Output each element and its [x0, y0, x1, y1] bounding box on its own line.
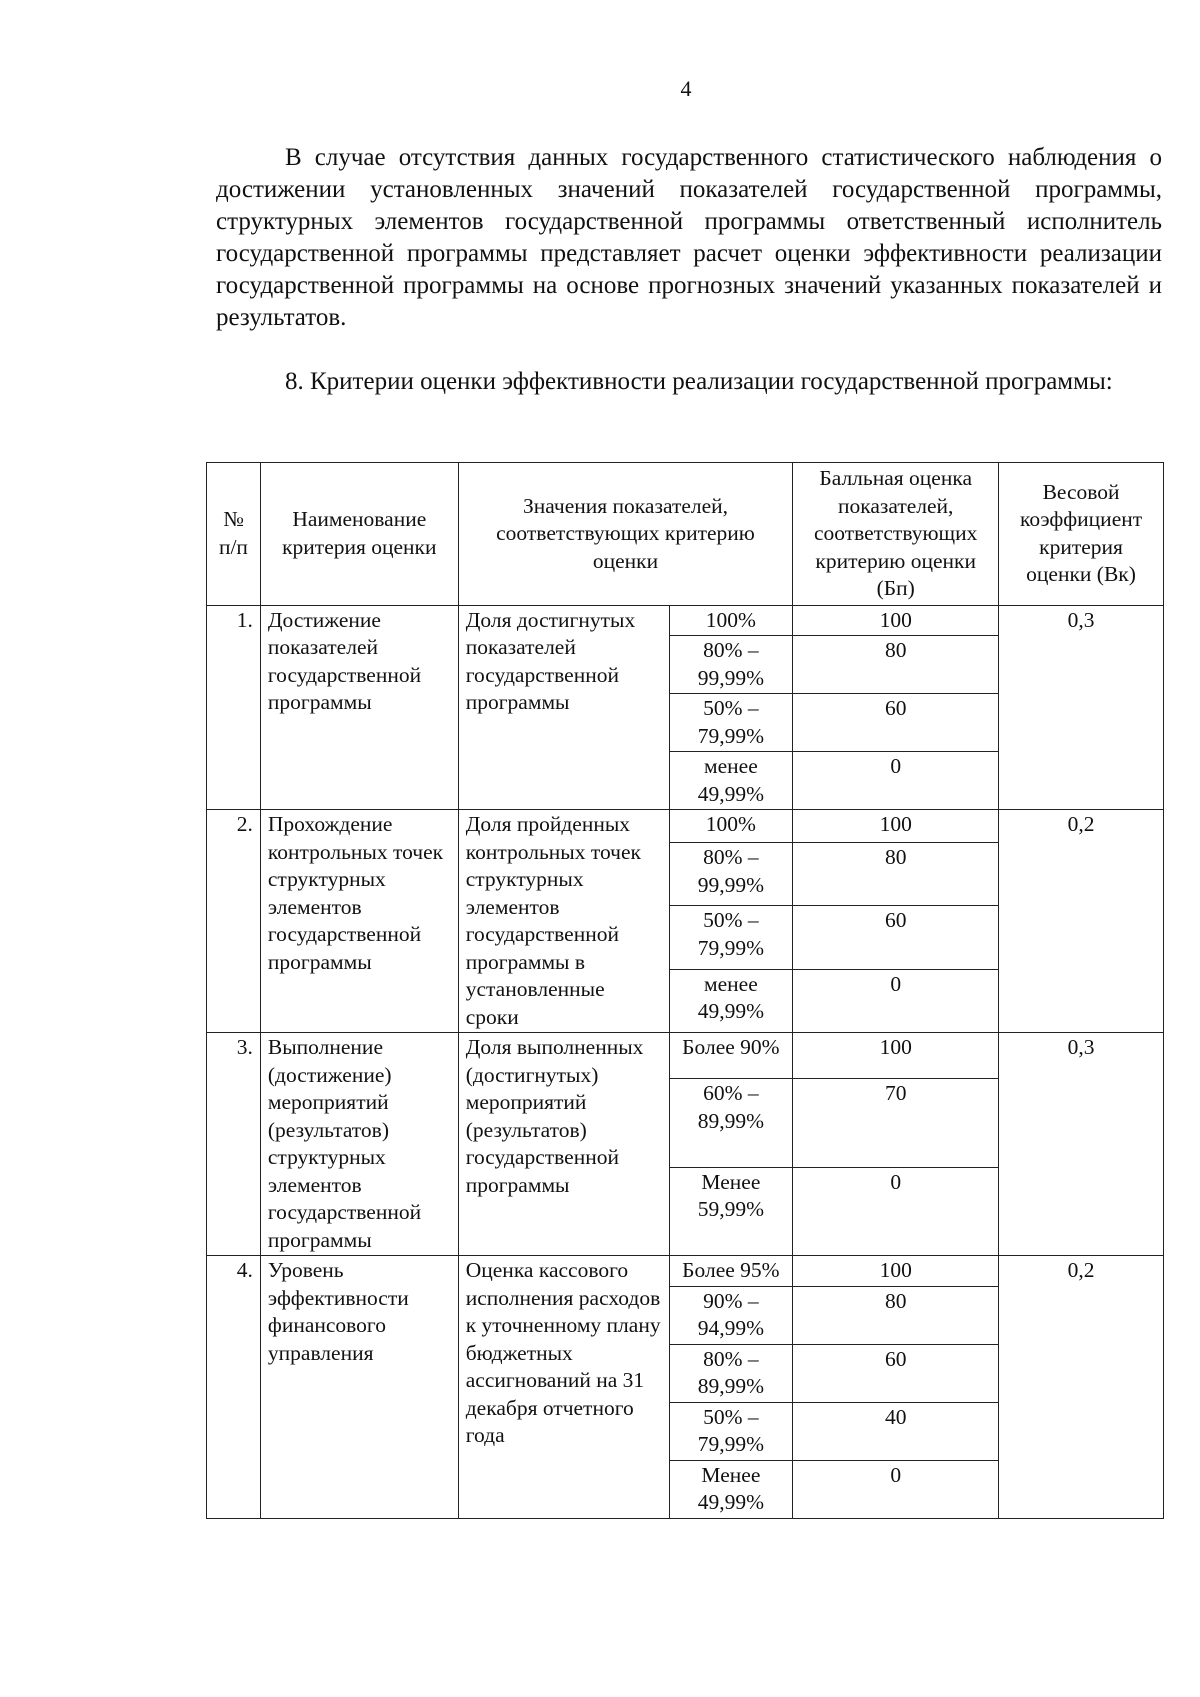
- score-cell: 100: [793, 1033, 999, 1079]
- score-cell: 80: [793, 636, 999, 694]
- value-range-cell: 100%: [669, 810, 793, 843]
- header-score: Балльная оценка показателей, соответствующих критерию оценки (Бп): [793, 463, 999, 606]
- weight-cell: 0,2: [999, 1256, 1164, 1519]
- score-cell: 60: [793, 694, 999, 752]
- weight-cell: 0,3: [999, 1033, 1164, 1256]
- value-range-cell: 80% – 99,99%: [669, 843, 793, 906]
- value-range-cell: 50% – 79,99%: [669, 1402, 793, 1460]
- value-range-cell: менее 49,99%: [669, 752, 793, 810]
- body-text-paragraph-1: [216, 142, 1162, 334]
- indicator-name-cell: Доля пройденных контрольных точек структурных элементов государственной программы в установленные сроки: [458, 810, 669, 1033]
- row-number-cell: 2.: [207, 810, 261, 1033]
- criterion-name-cell: Прохождение контрольных точек структурных элементов государственной программы: [260, 810, 458, 1033]
- value-range-cell: 50% – 79,99%: [669, 694, 793, 752]
- score-cell: 80: [793, 843, 999, 906]
- value-range-cell: 100%: [669, 605, 793, 636]
- row-number-cell: 3.: [207, 1033, 261, 1256]
- table-row: [207, 810, 1164, 843]
- value-range-cell: 60% – 89,99%: [669, 1079, 793, 1167]
- indicator-name-cell: Доля выполненных (достигнутых) мероприятий (результатов) государственной программы: [458, 1033, 669, 1256]
- body-text-paragraph-2: [216, 366, 1162, 398]
- criteria-table-body: [207, 605, 1164, 1518]
- score-cell: 0: [793, 1460, 999, 1518]
- value-range-cell: 80% – 99,99%: [669, 636, 793, 694]
- score-cell: 70: [793, 1079, 999, 1167]
- value-range-cell: менее 49,99%: [669, 969, 793, 1032]
- value-range-cell: 50% – 79,99%: [669, 906, 793, 969]
- score-cell: 60: [793, 906, 999, 969]
- row-number-cell: 4.: [207, 1256, 261, 1519]
- value-range-cell: Более 95%: [669, 1256, 793, 1287]
- value-range-cell: Менее 49,99%: [669, 1460, 793, 1518]
- weight-cell: 0,3: [999, 605, 1164, 810]
- value-range-cell: Более 90%: [669, 1033, 793, 1079]
- table-row: [207, 1033, 1164, 1079]
- criterion-name-cell: Достижение показателей государственной программы: [260, 605, 458, 810]
- score-cell: 80: [793, 1286, 999, 1344]
- score-cell: 0: [793, 969, 999, 1032]
- header-num: № п/п: [207, 463, 261, 606]
- paragraph-statistical-observation: В случае отсутствия данных государственного статистического наблюдения о достижении установленных значений показателей государственной программы, структурных элементов государственной программы ответственный исполнитель государственной программы представляет расчет оценки эффективности реализации государственной программы на основе прогнозных значений указанных показателей и результатов.: [216, 144, 1162, 331]
- score-cell: 40: [793, 1402, 999, 1460]
- score-cell: 0: [793, 1167, 999, 1255]
- value-range-cell: 80% – 89,99%: [669, 1344, 793, 1402]
- value-range-cell: Менее 59,99%: [669, 1167, 793, 1255]
- table-header-row: [207, 463, 1164, 606]
- criterion-name-cell: Уровень эффективности финансового управления: [260, 1256, 458, 1519]
- score-cell: 100: [793, 605, 999, 636]
- score-cell: 100: [793, 810, 999, 843]
- paragraph-criteria-heading: 8. Критерии оценки эффективности реализации государственной программы:: [285, 368, 1113, 395]
- criteria-table: [206, 462, 1164, 1519]
- value-range-cell: 90% – 94,99%: [669, 1286, 793, 1344]
- indicator-name-cell: Оценка кассового исполнения расходов к уточненному плану бюджетных ассигнований на 31 декабря отчетного года: [458, 1256, 669, 1519]
- table-row: [207, 1256, 1164, 1287]
- table-row: [207, 605, 1164, 636]
- score-cell: 100: [793, 1256, 999, 1287]
- row-number-cell: 1.: [207, 605, 261, 810]
- page-number: 4: [680, 76, 692, 101]
- header-criterion-name: Наименование критерия оценки: [260, 463, 458, 606]
- header-weight: Весовой коэффициент критерия оценки (Вк): [999, 463, 1164, 606]
- header-indicator-values: Значения показателей, соответствующих критерию оценки: [458, 463, 793, 606]
- score-cell: 60: [793, 1344, 999, 1402]
- weight-cell: 0,2: [999, 810, 1164, 1033]
- indicator-name-cell: Доля достигнутых показателей государственной программы: [458, 605, 669, 810]
- criterion-name-cell: Выполнение (достижение) мероприятий (результатов) структурных элементов государственной программы: [260, 1033, 458, 1256]
- score-cell: 0: [793, 752, 999, 810]
